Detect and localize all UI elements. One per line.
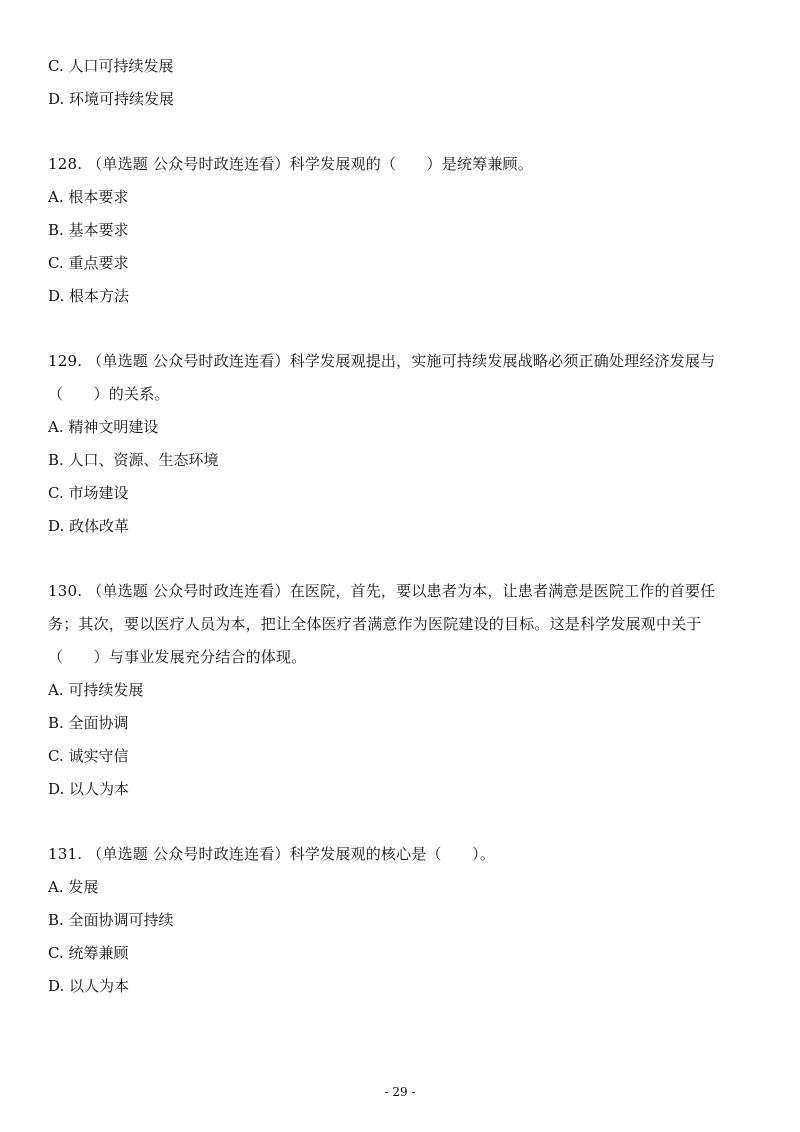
question-128-option-d: D. 根本方法 bbox=[48, 287, 130, 305]
option-d: D. 环境可持续发展 bbox=[48, 90, 175, 108]
option-c: C. 人口可持续发展 bbox=[48, 57, 174, 75]
question-130-text-line-3: （ ）与事业发展充分结合的体现。 bbox=[48, 648, 307, 666]
question-129-option-b: B. 人口、资源、生态环境 bbox=[48, 451, 219, 469]
question-128-text: 128. （单选题 公众号时政连连看）科学发展观的（ ）是统筹兼顾。 bbox=[48, 155, 533, 173]
question-129-option-d: D. 政体改革 bbox=[48, 517, 130, 535]
question-131-text: 131. （单选题 公众号时政连连看）科学发展观的核心是（ ）。 bbox=[48, 845, 496, 863]
question-130-text-line-1: 130. （单选题 公众号时政连连看）在医院，首先，要以患者为本，让患者满意是医院工作的首要任 bbox=[48, 582, 716, 600]
question-130-option-b: B. 全面协调 bbox=[48, 714, 129, 732]
question-128-option-a: A. 根本要求 bbox=[48, 188, 129, 206]
question-130-option-c: C. 诚实守信 bbox=[48, 747, 129, 765]
question-129-text-line-2: （ ）的关系。 bbox=[48, 385, 170, 403]
question-131-option-d: D. 以人为本 bbox=[48, 977, 130, 995]
question-129-text-line-1: 129. （单选题 公众号时政连连看）科学发展观提出，实施可持续发展战略必须正确处理经济发展与 bbox=[48, 352, 716, 370]
question-128-option-b: B. 基本要求 bbox=[48, 221, 129, 239]
question-131-option-a: A. 发展 bbox=[48, 878, 99, 896]
question-128-option-c: C. 重点要求 bbox=[48, 254, 129, 272]
question-131-option-b: B. 全面协调可持续 bbox=[48, 911, 174, 929]
question-131-option-c: C. 统筹兼顾 bbox=[48, 944, 129, 962]
question-129-option-c: C. 市场建设 bbox=[48, 484, 129, 502]
question-130-option-d: D. 以人为本 bbox=[48, 780, 130, 798]
page-number: - 29 - bbox=[384, 1085, 416, 1099]
question-129-option-a: A. 精神文明建设 bbox=[48, 418, 159, 436]
question-130-text-line-2: 务；其次，要以医疗人员为本，把让全体医疗者满意作为医院建设的目标。这是科学发展观中关于 bbox=[48, 615, 702, 633]
question-130-option-a: A. 可持续发展 bbox=[48, 681, 144, 699]
